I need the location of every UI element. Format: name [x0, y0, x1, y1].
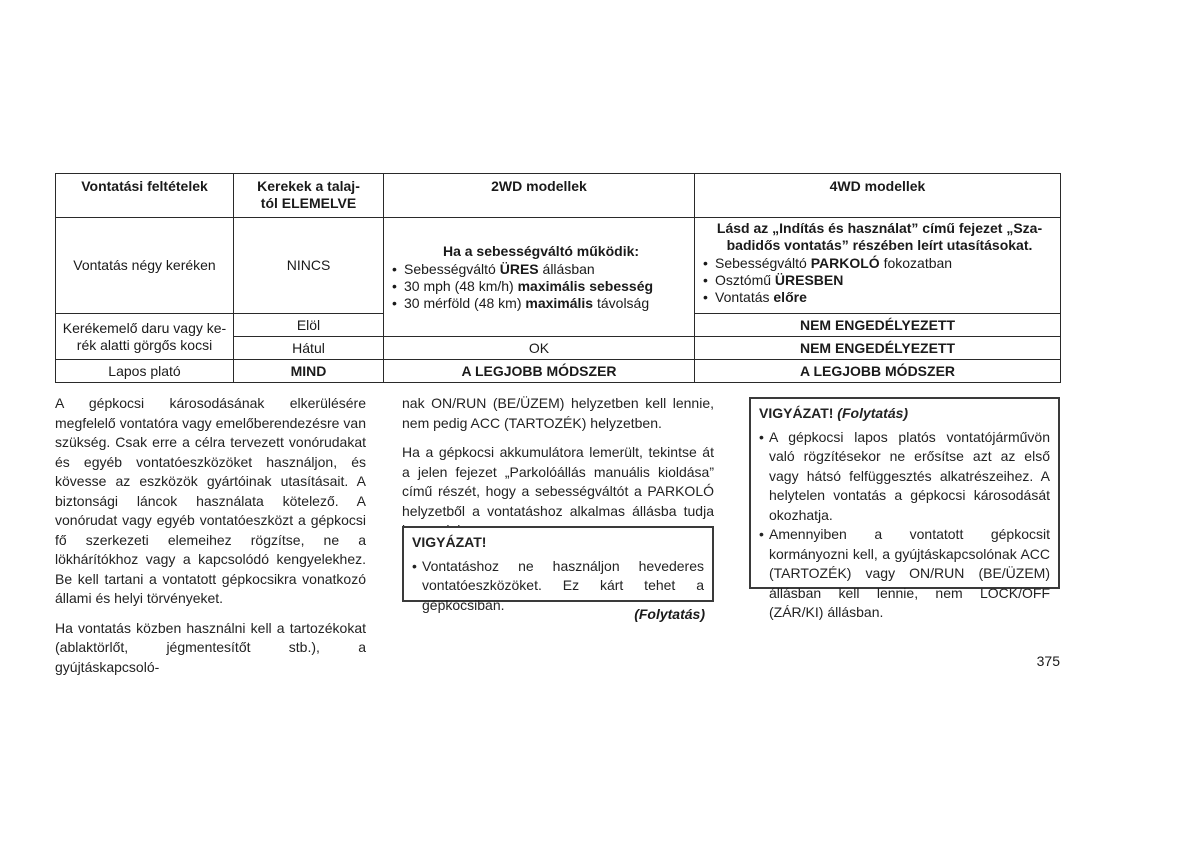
- list-item: [703, 289, 1056, 306]
- header-wheels-line1: Kerekek a talaj-: [257, 178, 360, 194]
- cell-four-wheel-label: Vontatás négy keréken: [56, 218, 234, 314]
- cell-front-4wd: NEM ENGEDÉLYEZETT: [695, 314, 1061, 337]
- paragraph: Ha a gépkocsi akkumulátora lemerült, tekintse át a jelen fejezet „Parkolóállás manuális kioldása” című részét, hogy a sebességváltót a PARKOLÓ helyzetből a vontatáshoz alkalmas állásba tudja: [402, 444, 714, 519]
- continued-label: (Folytatás): [634, 606, 705, 622]
- warning-title-continued: (Folytatás): [837, 405, 909, 421]
- header-2wd: 2WD modellek: [384, 174, 695, 218]
- paragraph: Ha vontatás közben használni kell a tartozékokat (ablaktörlőt, jégmentesítőt stb.), a gyújtáskapcsoló-: [55, 619, 366, 675]
- cell-rear-2wd: OK: [384, 337, 695, 360]
- list-item: [392, 261, 690, 278]
- 4wd-b1-post: fokozatban: [879, 255, 953, 271]
- header-wheels-lifted: [234, 174, 384, 218]
- list-item: [703, 272, 1056, 289]
- cell-rear-wheels: Hátul: [234, 337, 384, 360]
- 4wd-b2-pre: Osztómű: [715, 272, 775, 288]
- 2wd-b3-pre: 30 mérföld (48 km): [404, 294, 526, 311]
- 4wd-list: [703, 255, 1056, 306]
- paragraph: nak ON/RUN (BE/ÜZEM) helyzetben kell lennie, nem pedig ACC (TARTOZÉK) helyzetben.: [402, 395, 714, 431]
- 4wd-heading: [703, 220, 1056, 254]
- 2wd-list: [392, 261, 690, 312]
- table-row: [56, 360, 1061, 383]
- 2wd-b3-bold: maximális: [525, 294, 594, 311]
- 2wd-heading: Ha a sebességváltó működik:: [442, 242, 640, 259]
- header-wheels-line2-pre: tól: [260, 195, 282, 211]
- towing-table: [55, 173, 1061, 383]
- cell-four-wheel-wheels: NINCS: [234, 218, 384, 314]
- list-item: [392, 295, 690, 312]
- 4wd-b1-bold: PARKOLÓ: [810, 255, 880, 271]
- cell-4wd-instructions: [695, 218, 1061, 314]
- wheel-lift-line2: rék alatti görgős kocsi: [76, 336, 213, 353]
- cell-flatbed-label: Lapos plató: [56, 360, 234, 383]
- list-item: [703, 255, 1056, 272]
- list-item: • Vontatáshoz ne használjon hevederes vontatóeszközöket. Ez kárt tehet a gépkocsiban.: [412, 557, 704, 616]
- cell-flatbed-2wd: A LEGJOBB MÓDSZER: [384, 360, 695, 383]
- list-item: • A gépkocsi lapos platós vontatójárművön való rögzítésekor ne erősítse azt az első vagy hátsó felfüggesztés alkatrészeihez. A helytelen vontatás a gépkocsi károsodását okozhatja.: [759, 428, 1050, 526]
- wheel-lift-line1: Kerékemelő daru vagy ke-: [62, 319, 227, 336]
- paragraph: A gépkocsi károsodásának elkerülésére megfelelő vontatóra vagy emelőberendezésre van szükség. Csak erre a célra tervezett vonórudakat és egyéb vontatóeszközöket használjon, és kövesse az eszközök gyártóinak utasításait. A biztonsági láncok használata kötelező. A vonórudat vagy egyéb vontatóeszközt a gépkocsi fő szerkezeti elemeihez rögzítse, ne a lökhárítókhoz vagy a kapcsolódó kengyelekhez. Be kell tartani a vontatott gépkocsikra vonatkozó állami és helyi törvényeket.: [55, 395, 366, 606]
- cell-flatbed-wheels: MIND: [234, 360, 384, 383]
- header-wheels-line2-bold: ELEMELVE: [281, 195, 357, 211]
- table-header-row: [56, 174, 1061, 218]
- 2wd-b2-bold: maximális sebesség: [517, 277, 654, 294]
- cell-rear-4wd: NEM ENGEDÉLYEZETT: [695, 337, 1061, 360]
- warning-box-continued: [749, 397, 1060, 620]
- 4wd-b1-pre: Sebességváltó: [715, 255, 811, 271]
- 2wd-b1-pre: Sebességváltó: [404, 260, 500, 277]
- warning-list: [759, 428, 1050, 623]
- 4wd-b2-bold: ÜRESBEN: [774, 272, 844, 288]
- cell-front-wheels: Elöl: [234, 314, 384, 337]
- 2wd-b3-post: távolság: [593, 294, 650, 311]
- warning-title: [759, 404, 1050, 424]
- header-4wd: 4WD modellek: [695, 174, 1061, 218]
- page-number: 375: [1036, 653, 1060, 669]
- warning-box: [402, 526, 714, 613]
- warning-title: VIGYÁZAT!: [412, 534, 487, 550]
- list-item: • Amennyiben a vontatott gépkocsit kormányozni kell, a gyújtáskapcsolónak ACC (TARTOZÉK) vagy ON/RUN (BE/ÜZEM) állásban kell lennie, nem LOCK/OFF (ZÁR/KI) állásban.: [759, 525, 1050, 623]
- 4wd-b3-pre: Vontatás: [715, 289, 774, 305]
- 2wd-b2-pre: 30 mph (48 km/h): [404, 277, 518, 294]
- warning-title-text: VIGYÁZAT!: [759, 405, 834, 421]
- 2wd-b1-bold: ÜRES: [499, 260, 539, 277]
- 4wd-b3-bold: előre: [773, 289, 807, 305]
- cell-wheel-lift-label: [56, 314, 234, 360]
- 4wd-heading-line2: badidős vontatás” részében leírt utasításokat.: [726, 237, 1033, 253]
- cell-flatbed-4wd: A LEGJOBB MÓDSZER: [695, 360, 1061, 383]
- cell-2wd-instructions: [384, 218, 695, 337]
- table-row: [56, 218, 1061, 314]
- 4wd-heading-line1: Lásd az „Indítás és használat” című fejezet „Sza-: [716, 220, 1043, 236]
- text-column-left: [55, 394, 366, 687]
- header-conditions: Vontatási feltételek: [56, 174, 234, 218]
- list-item: [392, 278, 690, 295]
- 2wd-b1-post: állásban: [538, 260, 595, 277]
